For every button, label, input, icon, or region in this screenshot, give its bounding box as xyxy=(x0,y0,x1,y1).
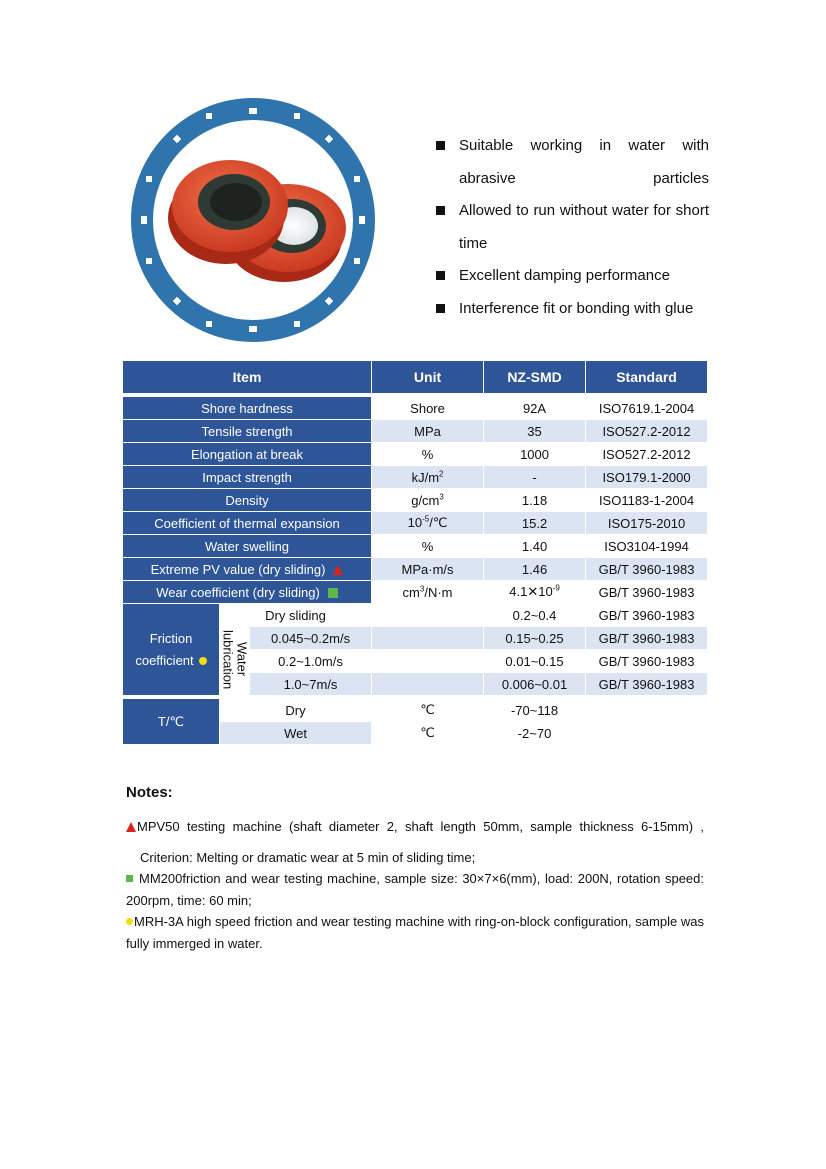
temperature-condition: Wet xyxy=(220,722,372,745)
product-image xyxy=(126,96,380,344)
friction-label: Friction coefficient xyxy=(123,604,220,698)
row-item: Elongation at break xyxy=(123,443,372,466)
friction-standard: GB/T 3960-1983 xyxy=(586,650,708,673)
square-bullet-icon xyxy=(436,304,445,313)
header-item: Item xyxy=(123,361,372,396)
row-value: 1.40 xyxy=(484,535,586,558)
table-row xyxy=(123,420,708,443)
note-friction: MRH-3A high speed friction and wear testing machine with ring-on-block configuration, sample was fully immerged in water. xyxy=(126,914,704,951)
row-standard: GB/T 3960-1983 xyxy=(586,558,708,581)
table-row xyxy=(123,443,708,466)
row-unit: $kJ/m^2$ xyxy=(372,466,484,489)
green-square-marker-icon xyxy=(328,588,338,598)
row-item: Impact strength xyxy=(123,466,372,489)
row-unit: % xyxy=(372,443,484,466)
note-pv-criterion: Criterion: Melting or dramatic wear at 5 min of sliding time; xyxy=(140,849,476,865)
temperature-standard xyxy=(586,697,708,745)
row-unit: Shore xyxy=(372,395,484,420)
row-item: Density xyxy=(123,489,372,512)
temperature-label: T/℃ xyxy=(123,697,220,745)
header-grade: NZ-SMD xyxy=(484,361,586,396)
red-triangle-marker-icon xyxy=(333,565,343,575)
row-unit: MPa·m/s xyxy=(372,558,484,581)
row-value: 1.18 xyxy=(484,489,586,512)
row-value: $4.1✕10^{-9}$ xyxy=(484,581,586,604)
square-bullet-icon xyxy=(436,141,445,150)
friction-condition: 0.045~0.2m/s xyxy=(250,627,372,650)
row-unit: $cm^3/N\cdot m$ xyxy=(372,581,484,604)
friction-condition: 1.0~7m/s xyxy=(250,673,372,698)
row-item: Extreme PV value (dry sliding) xyxy=(123,558,372,581)
table-row xyxy=(123,512,708,535)
row-standard: ISO3104-1994 xyxy=(586,535,708,558)
friction-unit xyxy=(372,673,484,698)
notes-section xyxy=(126,816,704,954)
row-standard: ISO527.2-2012 xyxy=(586,420,708,443)
feature-item: Interference fit or bonding with glue xyxy=(436,293,709,326)
table-row xyxy=(123,535,708,558)
property-table xyxy=(122,360,708,745)
row-standard: ISO7619.1-2004 xyxy=(586,395,708,420)
row-item: Tensile strength xyxy=(123,420,372,443)
friction-standard: GB/T 3960-1983 xyxy=(586,604,708,627)
header-standard: Standard xyxy=(586,361,708,396)
friction-unit xyxy=(372,604,484,627)
temperature-condition: Dry xyxy=(220,697,372,722)
row-item: Coefficient of thermal expansion xyxy=(123,512,372,535)
friction-value: 0.15~0.25 xyxy=(484,627,586,650)
note-wear: MM200friction and wear testing machine, sample size: 30×7×6(mm), load: 200N, rotation speed: 200rpm, time: 60 min; xyxy=(126,871,704,908)
row-standard: ISO1183-1-2004 xyxy=(586,489,708,512)
temperature-value: -70~118 xyxy=(484,697,586,722)
temperature-unit: ℃ xyxy=(372,722,484,745)
row-item: Water swelling xyxy=(123,535,372,558)
row-value: 15.2 xyxy=(484,512,586,535)
table-row xyxy=(123,558,708,581)
friction-value: 0.006~0.01 xyxy=(484,673,586,698)
row-item: Shore hardness xyxy=(123,395,372,420)
red-triangle-marker-icon xyxy=(126,822,136,832)
temperature-unit: ℃ xyxy=(372,697,484,722)
notes-title: Notes: xyxy=(126,784,173,801)
feature-item: Suitable working in water with abrasive particles xyxy=(436,130,709,195)
row-item: Wear coefficient (dry sliding) xyxy=(123,581,372,604)
row-unit: $g/cm^3$ xyxy=(372,489,484,512)
friction-unit xyxy=(372,650,484,673)
square-bullet-icon xyxy=(436,206,445,215)
friction-standard: GB/T 3960-1983 xyxy=(586,673,708,698)
friction-value: 0.2~0.4 xyxy=(484,604,586,627)
table-row xyxy=(123,604,708,627)
row-value: 35 xyxy=(484,420,586,443)
note-pv: MPV50 testing machine (shaft diameter 2, shaft length 50mm, sample thickness 6-15mm) , xyxy=(126,816,704,838)
table-row xyxy=(123,581,708,604)
friction-standard: GB/T 3960-1983 xyxy=(586,627,708,650)
table-row xyxy=(123,466,708,489)
friction-condition: Dry sliding xyxy=(220,604,372,627)
row-value: 1000 xyxy=(484,443,586,466)
feature-item: Excellent damping performance xyxy=(436,260,709,293)
green-square-marker-icon xyxy=(126,875,133,882)
row-unit: % xyxy=(372,535,484,558)
table-header-row xyxy=(123,361,708,396)
friction-value: 0.01~0.15 xyxy=(484,650,586,673)
yellow-dot-marker-icon xyxy=(199,657,207,665)
table-row xyxy=(123,395,708,420)
water-lubrication-label: Water lubrication xyxy=(220,627,250,698)
row-standard: ISO527.2-2012 xyxy=(586,443,708,466)
feature-list xyxy=(436,130,709,325)
temperature-value: -2~70 xyxy=(484,722,586,745)
yellow-dot-marker-icon xyxy=(126,918,133,925)
row-standard: ISO175-2010 xyxy=(586,512,708,535)
table-row xyxy=(123,489,708,512)
feature-item: Allowed to run without water for short time xyxy=(436,195,709,260)
row-standard: GB/T 3960-1983 xyxy=(586,581,708,604)
row-unit: $10^{-5}/℃$ xyxy=(372,512,484,535)
table-row xyxy=(123,697,708,722)
square-bullet-icon xyxy=(436,271,445,280)
friction-condition: 0.2~1.0m/s xyxy=(250,650,372,673)
row-value: 92A xyxy=(484,395,586,420)
friction-unit xyxy=(372,627,484,650)
row-value: - xyxy=(484,466,586,489)
row-value: 1.46 xyxy=(484,558,586,581)
header-unit: Unit xyxy=(372,361,484,396)
row-unit: MPa xyxy=(372,420,484,443)
row-standard: ISO179.1-2000 xyxy=(586,466,708,489)
